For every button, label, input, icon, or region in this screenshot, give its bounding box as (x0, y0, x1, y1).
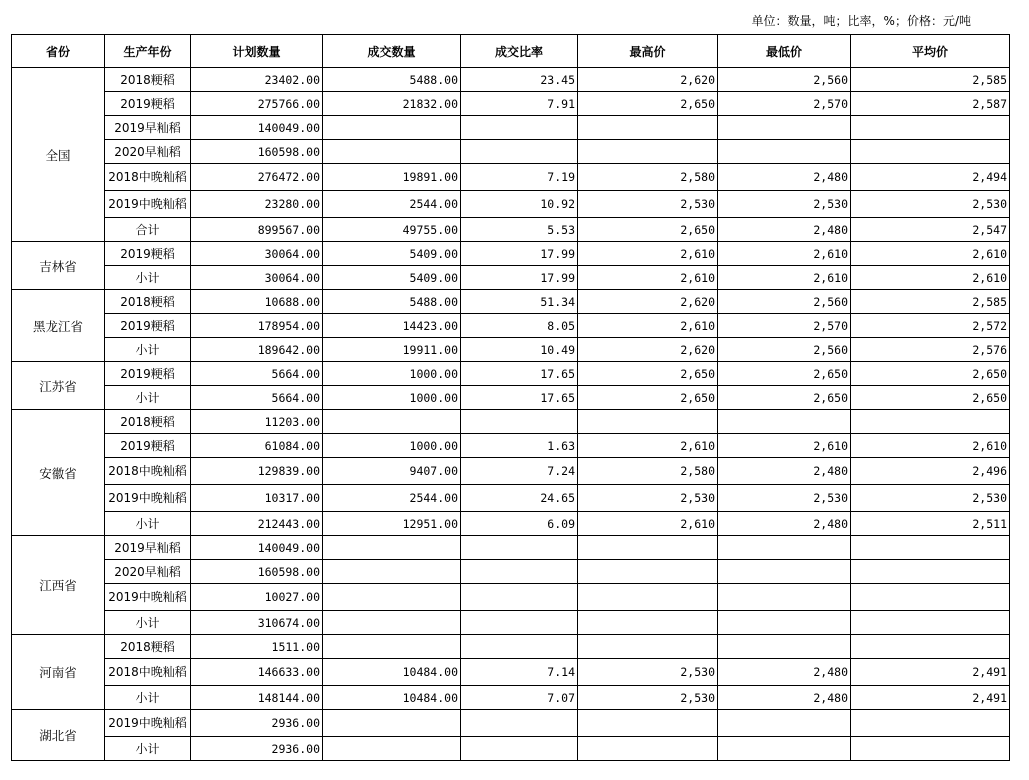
production-year-cell: 2019粳稻 (105, 92, 191, 116)
traded-quantity-cell: 5488.00 (323, 68, 461, 92)
planned-quantity-cell: 310674.00 (191, 611, 323, 635)
province-cell: 全国 (12, 68, 105, 242)
production-year-cell: 小计 (105, 737, 191, 761)
average-price-cell: 2,496 (851, 458, 1010, 485)
production-year-cell: 2018粳稻 (105, 635, 191, 659)
average-price-cell: 2,572 (851, 314, 1010, 338)
average-price-cell (851, 536, 1010, 560)
traded-quantity-cell: 1000.00 (323, 362, 461, 386)
average-price-cell: 2,610 (851, 434, 1010, 458)
lowest-price-cell (718, 635, 851, 659)
traded-quantity-cell (323, 410, 461, 434)
highest-price-cell: 2,530 (578, 659, 718, 686)
table-row (12, 710, 1010, 737)
production-year-cell: 小计 (105, 686, 191, 710)
trade-ratio-cell: 51.34 (461, 290, 578, 314)
traded-quantity-cell (323, 536, 461, 560)
highest-price-cell (578, 560, 718, 584)
average-price-cell (851, 584, 1010, 611)
trade-ratio-cell: 23.45 (461, 68, 578, 92)
production-year-cell: 小计 (105, 611, 191, 635)
table-row (12, 242, 1010, 266)
lowest-price-cell: 2,570 (718, 314, 851, 338)
planned-quantity-cell: 10317.00 (191, 485, 323, 512)
lowest-price-cell: 2,650 (718, 362, 851, 386)
planned-quantity-cell: 899567.00 (191, 218, 323, 242)
planned-quantity-cell: 160598.00 (191, 560, 323, 584)
average-price-cell (851, 410, 1010, 434)
lowest-price-cell: 2,480 (718, 164, 851, 191)
header-lowest-price: 最低价 (718, 35, 851, 68)
highest-price-cell: 2,610 (578, 314, 718, 338)
lowest-price-cell: 2,480 (718, 458, 851, 485)
planned-quantity-cell: 178954.00 (191, 314, 323, 338)
planned-quantity-cell: 140049.00 (191, 536, 323, 560)
table-row (12, 266, 1010, 290)
table-row (12, 434, 1010, 458)
lowest-price-cell: 2,560 (718, 68, 851, 92)
planned-quantity-cell: 30064.00 (191, 266, 323, 290)
header-production-year: 生产年份 (105, 35, 191, 68)
traded-quantity-cell: 2544.00 (323, 485, 461, 512)
traded-quantity-cell: 12951.00 (323, 512, 461, 536)
average-price-cell (851, 710, 1010, 737)
table-row (12, 512, 1010, 536)
planned-quantity-cell: 10688.00 (191, 290, 323, 314)
average-price-cell (851, 560, 1010, 584)
trade-ratio-cell: 6.09 (461, 512, 578, 536)
average-price-cell (851, 140, 1010, 164)
trade-ratio-cell: 17.99 (461, 266, 578, 290)
traded-quantity-cell: 1000.00 (323, 434, 461, 458)
trade-ratio-cell: 7.14 (461, 659, 578, 686)
traded-quantity-cell: 5409.00 (323, 242, 461, 266)
highest-price-cell (578, 584, 718, 611)
average-price-cell: 2,511 (851, 512, 1010, 536)
planned-quantity-cell: 23402.00 (191, 68, 323, 92)
trade-ratio-cell: 7.91 (461, 92, 578, 116)
production-year-cell: 2018粳稻 (105, 290, 191, 314)
province-cell: 江西省 (12, 536, 105, 635)
trade-ratio-cell (461, 635, 578, 659)
production-year-cell: 2019粳稻 (105, 314, 191, 338)
planned-quantity-cell: 146633.00 (191, 659, 323, 686)
header-highest-price: 最高价 (578, 35, 718, 68)
traded-quantity-cell (323, 116, 461, 140)
table-row (12, 68, 1010, 92)
planned-quantity-cell: 5664.00 (191, 362, 323, 386)
average-price-cell: 2,610 (851, 266, 1010, 290)
trade-ratio-cell: 17.99 (461, 242, 578, 266)
table-row (12, 164, 1010, 191)
lowest-price-cell: 2,610 (718, 242, 851, 266)
highest-price-cell (578, 536, 718, 560)
lowest-price-cell (718, 116, 851, 140)
average-price-cell: 2,610 (851, 242, 1010, 266)
production-year-cell: 2018中晚籼稻 (105, 659, 191, 686)
average-price-cell: 2,585 (851, 290, 1010, 314)
highest-price-cell: 2,650 (578, 386, 718, 410)
average-price-cell (851, 635, 1010, 659)
lowest-price-cell (718, 410, 851, 434)
planned-quantity-cell: 212443.00 (191, 512, 323, 536)
highest-price-cell (578, 611, 718, 635)
traded-quantity-cell: 10484.00 (323, 659, 461, 686)
lowest-price-cell: 2,610 (718, 434, 851, 458)
traded-quantity-cell: 5488.00 (323, 290, 461, 314)
lowest-price-cell: 2,560 (718, 290, 851, 314)
lowest-price-cell (718, 710, 851, 737)
highest-price-cell: 2,610 (578, 434, 718, 458)
planned-quantity-cell: 1511.00 (191, 635, 323, 659)
traded-quantity-cell: 2544.00 (323, 191, 461, 218)
trade-ratio-cell (461, 584, 578, 611)
trade-ratio-cell (461, 140, 578, 164)
lowest-price-cell: 2,530 (718, 191, 851, 218)
header-average-price: 平均价 (851, 35, 1010, 68)
table-row (12, 191, 1010, 218)
planned-quantity-cell: 276472.00 (191, 164, 323, 191)
production-year-cell: 2019粳稻 (105, 362, 191, 386)
average-price-cell: 2,576 (851, 338, 1010, 362)
highest-price-cell (578, 140, 718, 164)
average-price-cell: 2,491 (851, 659, 1010, 686)
production-year-cell: 合计 (105, 218, 191, 242)
traded-quantity-cell (323, 737, 461, 761)
highest-price-cell: 2,620 (578, 338, 718, 362)
highest-price-cell: 2,530 (578, 686, 718, 710)
production-year-cell: 2018粳稻 (105, 68, 191, 92)
average-price-cell: 2,494 (851, 164, 1010, 191)
production-year-cell: 小计 (105, 266, 191, 290)
table-row (12, 659, 1010, 686)
table-row (12, 92, 1010, 116)
trade-ratio-cell (461, 611, 578, 635)
production-year-cell: 2019中晚籼稻 (105, 485, 191, 512)
table-row (12, 338, 1010, 362)
trade-ratio-cell: 5.53 (461, 218, 578, 242)
trade-ratio-cell: 10.49 (461, 338, 578, 362)
traded-quantity-cell (323, 560, 461, 584)
production-year-cell: 2019中晚籼稻 (105, 710, 191, 737)
traded-quantity-cell: 10484.00 (323, 686, 461, 710)
header-province: 省份 (12, 35, 105, 68)
traded-quantity-cell (323, 584, 461, 611)
traded-quantity-cell (323, 611, 461, 635)
planned-quantity-cell: 2936.00 (191, 710, 323, 737)
production-year-cell: 2018中晚籼稻 (105, 458, 191, 485)
table-row (12, 458, 1010, 485)
header-planned-quantity: 计划数量 (191, 35, 323, 68)
table-row (12, 218, 1010, 242)
highest-price-cell: 2,530 (578, 485, 718, 512)
planned-quantity-cell: 10027.00 (191, 584, 323, 611)
trade-ratio-cell: 7.24 (461, 458, 578, 485)
lowest-price-cell: 2,480 (718, 512, 851, 536)
table-row (12, 635, 1010, 659)
province-cell: 江苏省 (12, 362, 105, 410)
header-row (12, 35, 1010, 68)
lowest-price-cell: 2,560 (718, 338, 851, 362)
province-cell: 河南省 (12, 635, 105, 710)
table-row (12, 140, 1010, 164)
trade-ratio-cell: 8.05 (461, 314, 578, 338)
production-year-cell: 2019早籼稻 (105, 116, 191, 140)
header-trade-ratio: 成交比率 (461, 35, 578, 68)
trade-ratio-cell (461, 116, 578, 140)
highest-price-cell: 2,650 (578, 218, 718, 242)
highest-price-cell (578, 737, 718, 761)
planned-quantity-cell: 30064.00 (191, 242, 323, 266)
planned-quantity-cell: 5664.00 (191, 386, 323, 410)
average-price-cell: 2,585 (851, 68, 1010, 92)
highest-price-cell (578, 116, 718, 140)
production-year-cell: 2019粳稻 (105, 434, 191, 458)
production-year-cell: 2018中晚籼稻 (105, 164, 191, 191)
production-year-cell: 2018粳稻 (105, 410, 191, 434)
table-row (12, 116, 1010, 140)
lowest-price-cell (718, 140, 851, 164)
lowest-price-cell (718, 611, 851, 635)
highest-price-cell (578, 635, 718, 659)
production-year-cell: 小计 (105, 386, 191, 410)
traded-quantity-cell: 14423.00 (323, 314, 461, 338)
planned-quantity-cell: 189642.00 (191, 338, 323, 362)
planned-quantity-cell: 23280.00 (191, 191, 323, 218)
table-row (12, 290, 1010, 314)
trade-ratio-cell (461, 737, 578, 761)
production-year-cell: 小计 (105, 512, 191, 536)
production-year-cell: 2019早籼稻 (105, 536, 191, 560)
table-row (12, 536, 1010, 560)
table-row (12, 386, 1010, 410)
lowest-price-cell: 2,480 (718, 659, 851, 686)
average-price-cell: 2,587 (851, 92, 1010, 116)
average-price-cell: 2,650 (851, 362, 1010, 386)
trade-ratio-cell: 17.65 (461, 362, 578, 386)
lowest-price-cell (718, 560, 851, 584)
traded-quantity-cell: 5409.00 (323, 266, 461, 290)
average-price-cell (851, 611, 1010, 635)
planned-quantity-cell: 61084.00 (191, 434, 323, 458)
table-row (12, 410, 1010, 434)
production-year-cell: 小计 (105, 338, 191, 362)
table-row (12, 485, 1010, 512)
planned-quantity-cell: 148144.00 (191, 686, 323, 710)
table-body (12, 68, 1010, 761)
trade-ratio-cell: 24.65 (461, 485, 578, 512)
average-price-cell (851, 116, 1010, 140)
planned-quantity-cell: 275766.00 (191, 92, 323, 116)
table-row (12, 686, 1010, 710)
traded-quantity-cell (323, 140, 461, 164)
table-row (12, 362, 1010, 386)
traded-quantity-cell: 21832.00 (323, 92, 461, 116)
highest-price-cell: 2,620 (578, 68, 718, 92)
highest-price-cell: 2,530 (578, 191, 718, 218)
average-price-cell: 2,650 (851, 386, 1010, 410)
traded-quantity-cell: 19891.00 (323, 164, 461, 191)
average-price-cell: 2,547 (851, 218, 1010, 242)
planned-quantity-cell: 2936.00 (191, 737, 323, 761)
production-year-cell: 2019粳稻 (105, 242, 191, 266)
average-price-cell (851, 737, 1010, 761)
planned-quantity-cell: 129839.00 (191, 458, 323, 485)
highest-price-cell: 2,610 (578, 242, 718, 266)
lowest-price-cell: 2,570 (718, 92, 851, 116)
traded-quantity-cell (323, 710, 461, 737)
lowest-price-cell: 2,480 (718, 218, 851, 242)
traded-quantity-cell: 19911.00 (323, 338, 461, 362)
average-price-cell: 2,530 (851, 485, 1010, 512)
planned-quantity-cell: 140049.00 (191, 116, 323, 140)
highest-price-cell: 2,610 (578, 512, 718, 536)
production-year-cell: 2019中晚籼稻 (105, 584, 191, 611)
trade-ratio-cell: 1.63 (461, 434, 578, 458)
highest-price-cell: 2,650 (578, 362, 718, 386)
traded-quantity-cell: 49755.00 (323, 218, 461, 242)
highest-price-cell (578, 410, 718, 434)
highest-price-cell (578, 710, 718, 737)
province-cell: 安徽省 (12, 410, 105, 536)
header-traded-quantity: 成交数量 (323, 35, 461, 68)
traded-quantity-cell: 1000.00 (323, 386, 461, 410)
production-year-cell: 2020早籼稻 (105, 560, 191, 584)
trade-ratio-cell (461, 560, 578, 584)
trade-ratio-cell: 7.19 (461, 164, 578, 191)
highest-price-cell: 2,620 (578, 290, 718, 314)
lowest-price-cell: 2,610 (718, 266, 851, 290)
production-year-cell: 2019中晚籼稻 (105, 191, 191, 218)
production-year-cell: 2020早籼稻 (105, 140, 191, 164)
planned-quantity-cell: 11203.00 (191, 410, 323, 434)
province-cell: 湖北省 (12, 710, 105, 761)
average-price-cell: 2,530 (851, 191, 1010, 218)
highest-price-cell: 2,650 (578, 92, 718, 116)
traded-quantity-cell (323, 635, 461, 659)
trade-ratio-cell: 7.07 (461, 686, 578, 710)
lowest-price-cell (718, 737, 851, 761)
trade-ratio-cell (461, 410, 578, 434)
lowest-price-cell (718, 536, 851, 560)
lowest-price-cell: 2,530 (718, 485, 851, 512)
province-cell: 黑龙江省 (12, 290, 105, 362)
trade-ratio-cell (461, 710, 578, 737)
trade-ratio-cell (461, 536, 578, 560)
traded-quantity-cell: 9407.00 (323, 458, 461, 485)
trade-ratio-cell: 17.65 (461, 386, 578, 410)
trade-ratio-cell: 10.92 (461, 191, 578, 218)
auction-results-table (11, 34, 1010, 761)
highest-price-cell: 2,580 (578, 458, 718, 485)
province-cell: 吉林省 (12, 242, 105, 290)
lowest-price-cell: 2,480 (718, 686, 851, 710)
table-row (12, 314, 1010, 338)
lowest-price-cell: 2,650 (718, 386, 851, 410)
highest-price-cell: 2,610 (578, 266, 718, 290)
table-row (12, 737, 1010, 761)
planned-quantity-cell: 160598.00 (191, 140, 323, 164)
table-row (12, 611, 1010, 635)
unit-note: 单位：数量，吨；比率，%；价格：元/吨 (751, 14, 971, 28)
average-price-cell: 2,491 (851, 686, 1010, 710)
table-row (12, 560, 1010, 584)
table-row (12, 584, 1010, 611)
highest-price-cell: 2,580 (578, 164, 718, 191)
lowest-price-cell (718, 584, 851, 611)
